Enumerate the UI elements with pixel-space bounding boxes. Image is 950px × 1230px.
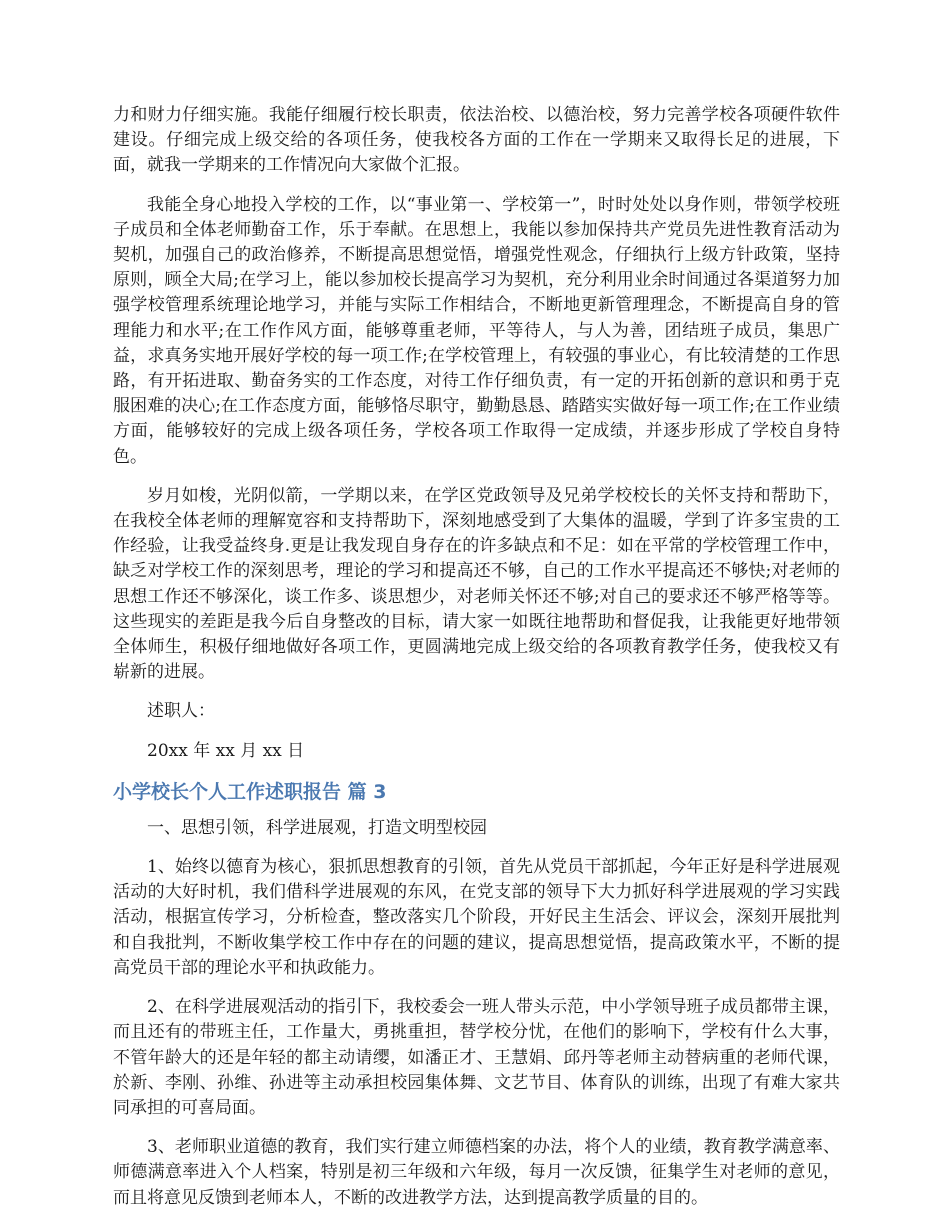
section-heading: 一、思想引领，科学进展观，打造文明型校园 <box>147 817 487 838</box>
body-paragraph: 岁月如梭，光阴似箭，一学期以来，在学区党政领导及兄弟学校校长的关怀支持和帮助下，在我校全体老师的理解宽容和支持帮助下，深刻地感受到了大集体的温暖，学到了许多宝贵的工作经验，让我受益终身.更是让我发现自身存在的许多缺点和不足：如在平常的学校管理工作中，缺乏对学校工作的深刻思考，理论的学习和提高还不够，自己的工作水平提高还不够快;对老师的思想工作还不够深化，谈工作多、谈思想少，对老师关怀还不够;对自己的要求还不够严格等等。这些现实的差距是我今后自身整改的目标，请大家一如既往地帮助和督促我，让我能更好地带领全体师生，积极仔细地做好各项工作，更圆满地完成上级交给的各项教育教学任务，使我校又有崭新的进展。 <box>113 485 840 683</box>
body-paragraph: 力和财力仔细实施。我能仔细履行校长职责，依法治校、以德治校，努力完善学校各项硬件软件建设。仔细完成上级交给的各项任务，使我校各方面的工作在一学期来又取得长足的进展，下面，就我一学期来的工作情况向大家做个汇报。 <box>113 105 840 176</box>
signer-line: 述职人： <box>147 701 215 722</box>
section-title: 小学校长个人工作述职报告 篇 3 <box>113 780 387 803</box>
body-paragraph: 2、在科学进展观活动的指引下，我校委会一班人带头示范，中小学领导班子成员都带主课，而且还有的带班主任，工作量大，勇挑重担，替学校分忧，在他们的影响下，学校有什么大事，不管年龄大的还是年轻的都主动请缨，如潘正才、王慧娟、邱丹等老师主动替病重的老师代课，於新、李刚、孙维、孙进等主动承担校园集体舞、文艺节目、体育队的训练，出现了有难大家共同承担的可喜局面。 <box>113 997 840 1118</box>
body-paragraph: 我能全身心地投入学校的工作，以“事业第一、学校第一”，时时处处以身作则，带领学校班子成员和全体老师勤奋工作，乐于奉献。在思想上，我能以参加保持共产党员先进性教育活动为契机，加强自己的政治修养，不断提高思想觉悟，增强党性观念，仔细执行上级方针政策，坚持原则，顾全大局;在学习上，能以参加校长提高学习为契机，充分利用业余时间通过各渠道努力加强学校管理系统理论地学习，并能与实际工作相结合，不断地更新管理理念，不断提高自身的管理能力和水平;在工作作风方面，能够尊重老师，平等待人，与人为善，团结班子成员，集思广益，求真务实地开展好学校的每一项工作;在学校管理上，有较强的事业心，有比较清楚的工作思路，有开拓进取、勤奋务实的工作态度，对待工作仔细负责，有一定的开拓创新的意识和勇于克服困难的决心;在工作态度方面，能够恪尽职守，勤勤恳恳、踏踏实实做好每一项工作;在工作业绩方面，能够较好的完成上级各项任务，学校各项工作取得一定成绩，并逐步形成了学校自身特色。 <box>113 194 841 467</box>
body-paragraph: 3、老师职业道德的教育，我们实行建立师德档案的办法，将个人的业绩，教育教学满意率、师德满意率进入个人档案，特别是初三年级和六年级，每月一次反馈，征集学生对老师的意见，而且将意见反馈到老师本人，不断的改进教学方法，达到提高教学质量的目的。 <box>113 1137 840 1208</box>
date-line: 20xx 年 xx 月 xx 日 <box>147 740 305 761</box>
document-page <box>113 103 840 1225</box>
body-paragraph: 1、始终以德育为核心，狠抓思想教育的引领，首先从党员干部抓起，今年正好是科学进展观活动的大好时机，我们借科学进展观的东风，在党支部的领导下大力抓好科学进展观的学习实践活动，根据宣传学习，分析检查，整改落实几个阶段，开好民主生活会、评议会，深刻开展批判和自我批判，不断收集学校工作中存在的问题的建议，提高思想觉悟，提高政策水平，不断的提高党员干部的理论水平和执政能力。 <box>113 857 840 978</box>
